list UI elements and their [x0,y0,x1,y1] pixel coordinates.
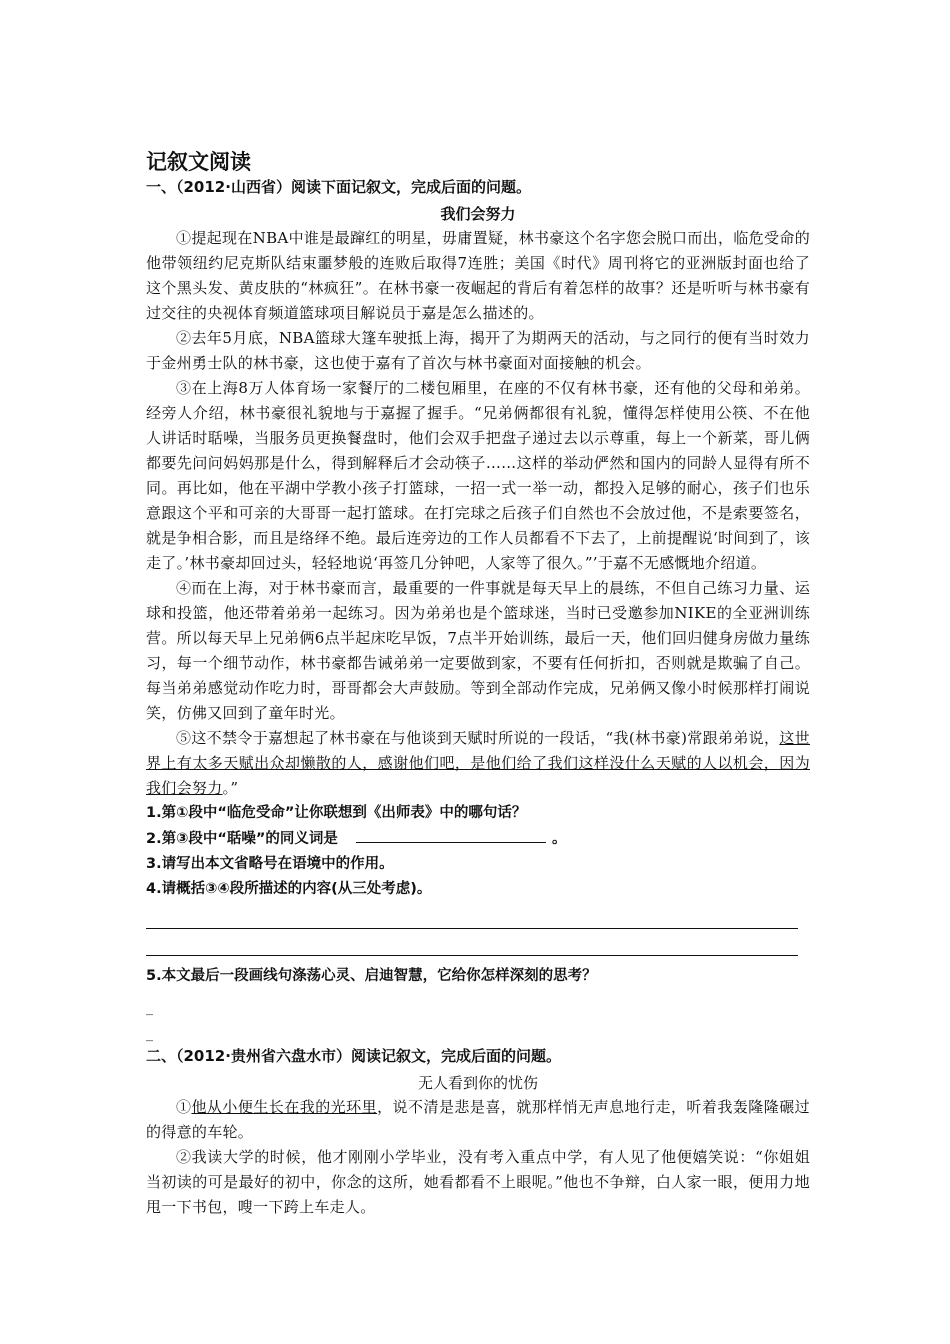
article1-paragraph-3: ③在上海8万人体育场一家餐厅的二楼包厢里，在座的不仅有林书豪，还有他的父母和弟弟。经旁人介绍，林书豪很礼貌地与于嘉握了握手。“兄弟俩都很有礼貌，懂得怎样使用公筷、不在他人讲话时聒噪，当服务员更换餐盘时，他们会双手把盘子递过去以示尊重，每上一个新菜，哥儿俩都要先问问妈妈那是什么，得到解释后才会动筷子……这样的举动俨然和国内的同龄人显得有所不同。再比如，他在平湖中学教小孩子打篮球，一招一式一举一动，都投入足够的耐心，孩子们也乐意跟这个平和可亲的大哥哥一起打篮球。在打完球之后孩子们自然也不会放过他，不是索要签名，就是争相合影，而且是络绎不绝。最后连旁边的工作人员都看不下去了，上前提醒说‘时间到了，该走了。’林书豪却回过头，轻轻地说‘再签几分钟吧，人家等了很久。”’于嘉不无感慨地介绍道。 [146,379,810,572]
answer-blank[interactable] [356,826,546,843]
document-title: 记叙文阅读 [146,150,251,174]
article2-paragraph-2: ②我读大学的时候，他才刚刚小学毕业，没有考入重点中学，有人见了他便嬉笑说：“你姐姐当初读的可是最好的初中，你念的这所，她看都看不上眼呢。”他也不争辩，白人家一眼，便用力地甩一下书包，嗖一下跨上车走人。 [146,1148,810,1216]
paragraph-5-tail: 。” [222,779,239,797]
answer-line-2[interactable] [146,935,798,956]
answer-dash-1: _ [146,1000,153,1016]
article2-paragraph-1 [146,1095,810,1145]
article1-paragraph-4: ④而在上海，对于林书豪而言，最重要的一件事就是每天早上的晨练，不但自己练习力量、运球和投篮，他还带着弟弟一起练习。因为弟弟也是个篮球迷，当时已受邀参加NIKE的全亚洲训练营。所以每天早上兄弟俩6点半起床吃早饭，7点半开始训练，最后一天，他们回归健身房做力量练习，每一个细节动作，林书豪都告诫弟弟一定要做到家，不要有任何折扣，否则就是欺骗了自己。每当弟弟感觉动作吃力时，哥哥都会大声鼓励。等到全部动作完成，兄弟俩又像小时候那样打闹说笑，仿佛又回到了童年时光。 [146,579,810,722]
question-2-end: 。 [551,831,567,847]
paragraph-1-tail: ，说不清是悲是喜，就那样悄无声息地行走，听着我轰隆隆碾过的得意的车轮。 [146,1098,810,1141]
article1-title: 我们会努力 [440,205,516,223]
underlined-phrase: 他从小便生长在我的光环里 [191,1098,378,1116]
article1-paragraph-2: ②去年5月底，NBA篮球大篷车驶抵上海，揭开了为期两天的活动，与之同行的便有当时效力于金州勇士队的林书豪，这也使于嘉有了首次与林书豪面对面接触的机会。 [146,329,810,372]
question-3: 3.请写出本文省略号在语境中的作用。 [146,856,394,872]
question-5: 5.本文最后一段画线句涤荡心灵、启迪智慧，它给你怎样深刻的思考？ [146,968,597,984]
question-1: 1.第①段中“临危受命”让你联想到《出师表》中的哪句话？ [146,805,527,821]
answer-line-1[interactable] [146,908,798,929]
question-4: 4.请概括③④段所描述的内容(从三处考虑)。 [146,881,432,897]
article1-paragraph-1: ①提起现在NBA中谁是最蹿红的明星，毋庸置疑，林书豪这个名字您会脱口而出，临危受命的他带领纽约尼克斯队结束噩梦般的连败后取得7连胜；美国《时代》周刊将它的亚洲版封面也给了这个黑头发、黄皮肤的“林疯狂”。在林书豪一夜崛起的背后有着怎样的故事？还是听听与林书豪有过交往的央视体育频道篮球项目解说员于嘉是怎么描述的。 [146,229,810,322]
paragraph-1-number: ① [176,1098,192,1116]
document-page [146,148,810,1220]
underlined-sentence: 这世界上有太多天赋出众却懒散的人，感谢他们吧，是他们给了我们这样没什么天赋的人以机会，因为我们会努力 [146,729,810,797]
answer-dash-2: _ [146,1026,153,1042]
paragraph-5-lead: ⑤这不禁令于嘉想起了林书豪在与他谈到天赋时所说的一段话，“我(林书豪)常跟弟弟说， [176,729,780,747]
section2-heading: 二、（2012·贵州省六盘水市）阅读记叙文，完成后面的问题。 [146,1047,561,1065]
question-2-text: 2.第③段中“聒噪”的同义词是 [146,831,338,847]
section1-heading: 一、（2012·山西省）阅读下面记叙文，完成后面的问题。 [146,178,531,196]
question-2 [146,826,810,852]
article1-paragraph-5 [146,726,810,801]
article2-title: 无人看到你的忧伤 [417,1074,538,1092]
